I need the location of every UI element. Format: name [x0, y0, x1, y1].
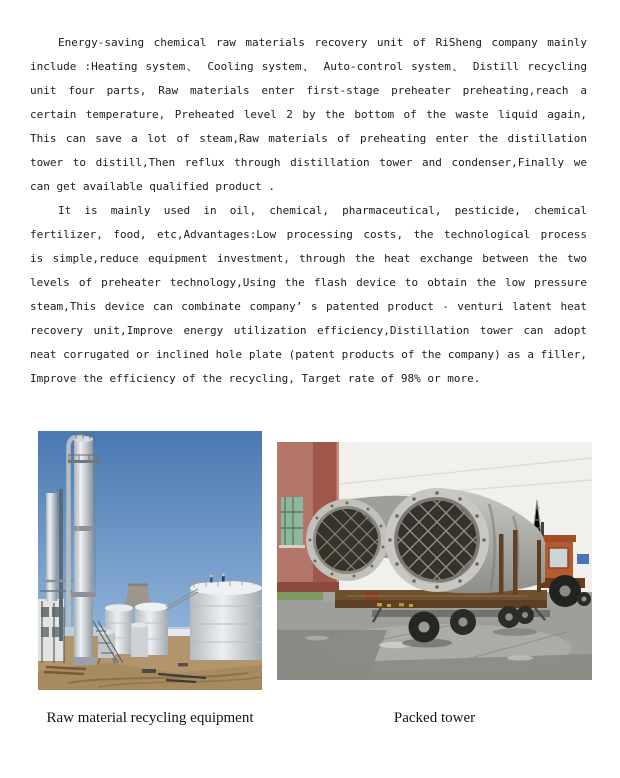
body-text-line: certain temperature, Preheated level 2 by the bottom of the waste liquid again,	[30, 108, 587, 121]
body-text-line: tower to distill,Then reflux through distillation tower and condenser,Finally we	[30, 156, 587, 169]
figure-packed-tower-photo	[277, 442, 592, 680]
paragraph-1	[30, 31, 587, 199]
body-text-line: Energy-saving chemical raw materials recovery unit of RiSheng company mainly	[58, 36, 587, 49]
figure-caption-left: Raw material recycling equipment	[46, 710, 254, 726]
body-text-line: neat corrugated or inclined hole plate (patent products of the company) as a filler,	[30, 348, 587, 361]
figure-raw-material-recycling-photo	[38, 431, 262, 690]
body-text-line: It is mainly used in oil, chemical, pharmaceutical, pesticide, chemical	[58, 204, 587, 217]
body-text-line: include :Heating system、 Cooling system、 Auto-control system、 Distill recycling	[30, 60, 587, 73]
green-window	[281, 497, 303, 545]
body-text-line: can get available qualified product .	[30, 180, 276, 193]
paragraph-2	[30, 199, 587, 391]
body-text-line: is simple,reduce equipment investment, through the heat exchange between the two	[30, 252, 587, 265]
body-text-line: Improve the efficiency of the recycling, Target rate of 98% or more.	[30, 372, 481, 385]
body-text-line: fertilizer, food, etc,Advantages:Low processing costs, the technological process	[30, 228, 587, 241]
figure-caption-right: Packed tower	[393, 710, 476, 726]
storage-tanks	[98, 603, 168, 664]
packed-tower-illustration	[277, 442, 592, 680]
body-text-line: levels of preheater technology,Using the flash device to obtain the low pressure	[30, 276, 587, 289]
body-text	[30, 31, 587, 391]
recycling-plant-illustration	[38, 431, 262, 690]
body-text-line: recovery unit,Improve energy utilization efficiency,Distillation tower can adopt	[30, 324, 587, 337]
body-text-line: steam,This device can combinate company’ s patented product - venturi latent heat	[30, 300, 587, 313]
body-text-line: This can save a lot of steam,Raw materials of preheating enter the distillation	[30, 132, 587, 145]
body-text-line: unit four parts, Raw materials enter first-stage preheater preheating,reach a	[30, 84, 587, 97]
